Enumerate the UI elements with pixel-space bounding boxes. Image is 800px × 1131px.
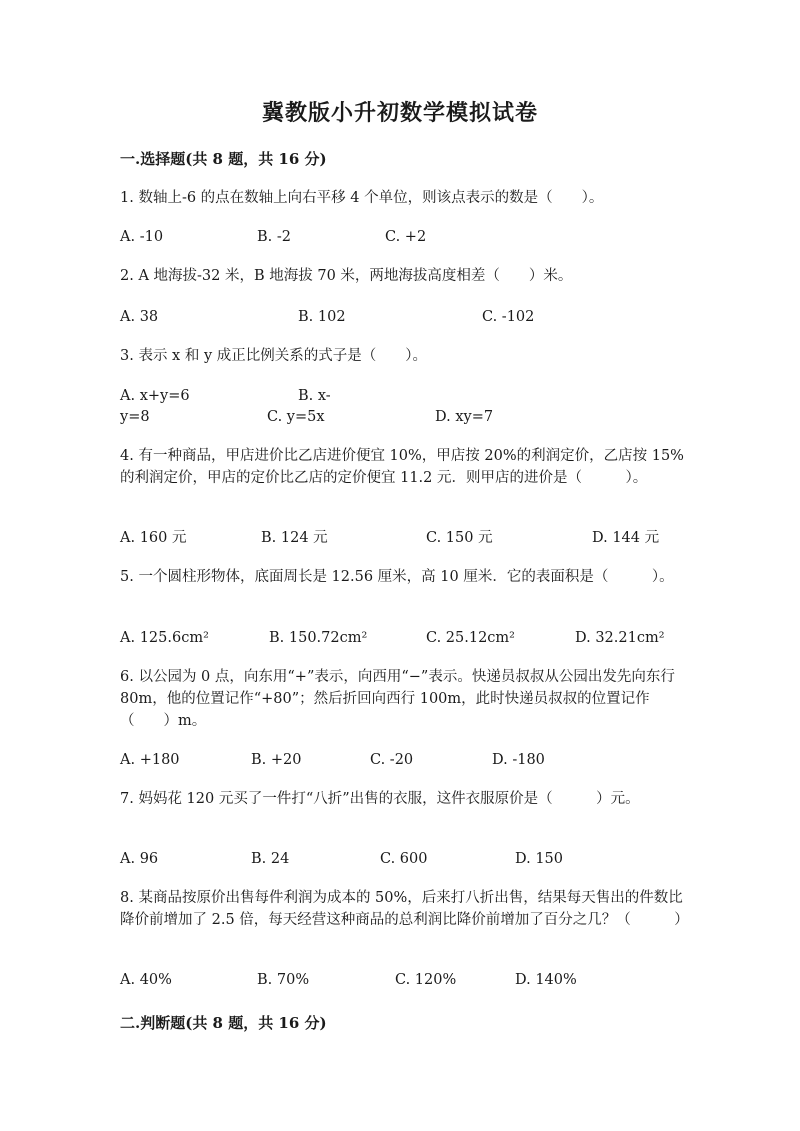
section-heading-judgement: 二.判断题(共 8 题，共 16 分) [120, 1014, 327, 1032]
option-b: B. 102 [298, 309, 346, 325]
option-d: D. xy=7 [435, 409, 494, 425]
question-6: 6. 以公园为 0 点，向东用“+”表示，向西用“−”表示。快递员叔叔从公园出发先向东行 80m，他的位置记作“+80”；然后折回向西行 100m，此时快递员叔叔的位置记作（ ）m。 [120, 669, 675, 729]
option-b: B. 24 [251, 851, 290, 867]
option-a: A. 38 [120, 309, 159, 325]
question-8: 8. 某商品按原价出售每件利润为成本的 50%，后来打八折出售，结果每天售出的件数比降价前增加了 2.5 倍，每天经营这种商品的总利润比降价前增加了百分之几？（ ） [120, 890, 689, 928]
option-c: C. 25.12cm² [426, 630, 515, 646]
option-c: C. y=5x [267, 409, 325, 425]
option-b: B. -2 [257, 229, 291, 245]
question-6-options [120, 749, 685, 771]
question-3: 3. 表示 x 和 y 成正比例关系的式子是（ ）。 [120, 348, 427, 364]
option-d: D. -180 [492, 752, 545, 768]
question-3-options-line-1 [120, 385, 685, 407]
option-c: C. -102 [482, 309, 535, 325]
question-4: 4. 有一种商品，甲店进价比乙店进价便宜 10%，甲店按 20%的利润定价，乙店按 15%的利润定价，甲店的定价比乙店的定价便宜 11.2 元．则甲店的进价是（ ）。 [120, 448, 684, 486]
section-heading-choice: 一.选择题(共 8 题，共 16 分) [120, 150, 327, 168]
option-b: B. x- [298, 388, 331, 404]
option-a: A. +180 [120, 752, 180, 768]
question-4-options [120, 527, 685, 549]
option-a: A. x+y=6 [120, 388, 190, 404]
question-5: 5. 一个圆柱形物体，底面周长是 12.56 厘米，高 10 厘米．它的表面积是（ ）。 [120, 569, 674, 585]
question-5-options [120, 627, 685, 649]
option-a: A. -10 [120, 229, 164, 245]
question-8-options [120, 969, 685, 991]
option-b-continued: y=8 [120, 409, 150, 425]
option-b: B. 70% [257, 972, 310, 988]
option-a: A. 96 [120, 851, 159, 867]
option-c: C. 120% [395, 972, 457, 988]
option-c: C. +2 [385, 229, 427, 245]
option-b: B. 124 元 [261, 530, 328, 546]
question-1: 1. 数轴上-6 的点在数轴上向右平移 4 个单位，则该点表示的数是（ ）。 [120, 190, 604, 206]
question-2: 2. A 地海拔-32 米，B 地海拔 70 米，两地海拔高度相差（ ）米。 [120, 268, 573, 284]
option-a: A. 160 元 [120, 530, 187, 546]
option-a: A. 40% [120, 972, 172, 988]
option-b: B. 150.72cm² [269, 630, 368, 646]
option-a: A. 125.6cm² [120, 630, 209, 646]
option-d: D. 150 [515, 851, 564, 867]
option-c: C. 150 元 [426, 530, 493, 546]
question-2-options [120, 306, 685, 328]
question-1-options [120, 226, 685, 248]
question-7-options [120, 848, 685, 870]
option-c: C. 600 [380, 851, 428, 867]
option-d: D. 144 元 [592, 530, 660, 546]
option-d: D. 32.21cm² [575, 630, 665, 646]
exam-title: 冀教版小升初数学模拟试卷 [261, 100, 538, 126]
option-c: C. -20 [370, 752, 414, 768]
option-d: D. 140% [515, 972, 577, 988]
option-b: B. +20 [251, 752, 302, 768]
question-3-options-line-2 [120, 406, 685, 428]
question-7: 7. 妈妈花 120 元买了一件打“八折”出售的衣服，这件衣服原价是（ ）元。 [120, 791, 640, 807]
